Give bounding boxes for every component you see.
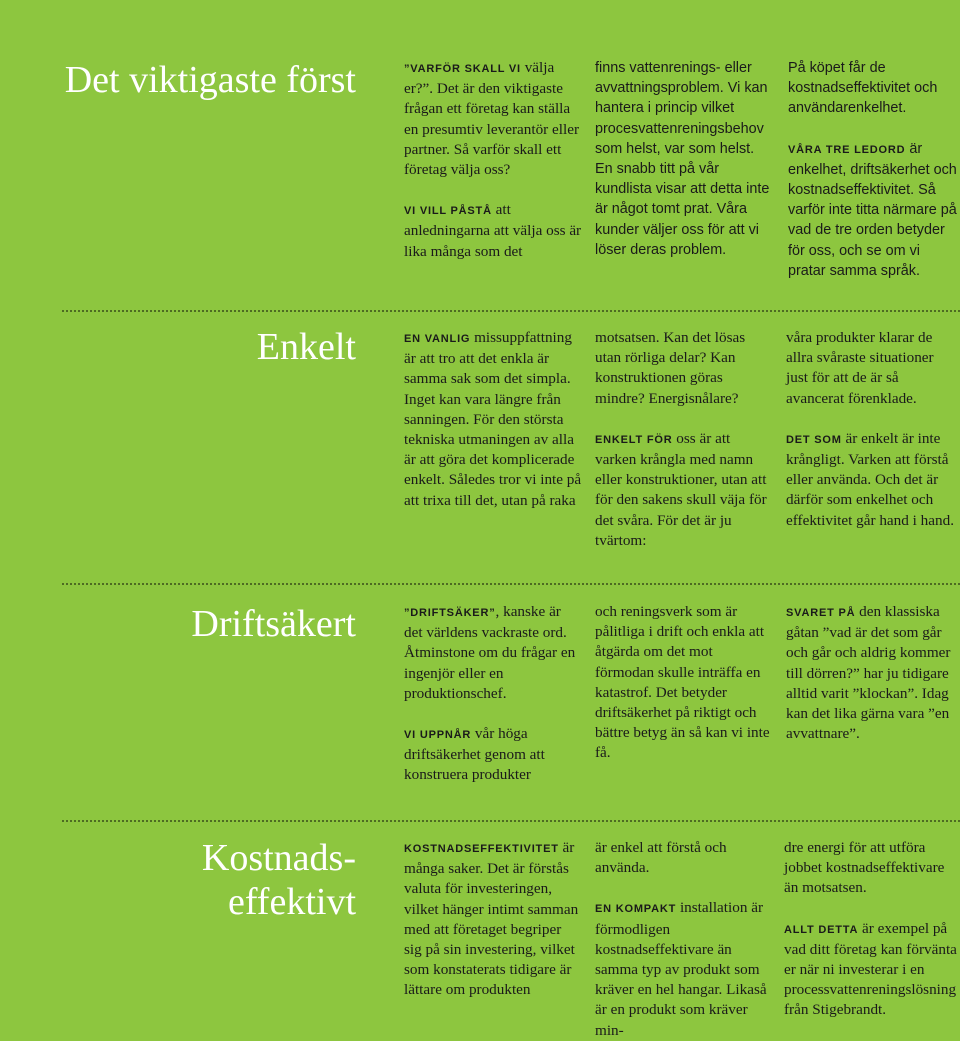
text-column-3 — [788, 58, 958, 281]
body-text: finns vattenrenings- eller avvattningsproblem. Vi kan hantera i princip vilket procesvattenreningsbehov som helst, var som helst. En snabb titt på vår kundlista visar att detta inte är något tomt prat. Våra kunder väljer oss för att vi löser deras problem. — [595, 60, 770, 258]
paragraph — [404, 328, 582, 511]
lead-in: VÅRA TRE LEDORD — [788, 143, 906, 156]
body-text: är enkelhet, driftsäkerhet och kostnadseffektivitet. Så varför inte titta närmare på vad de tre orden betyder för oss, och se om vi pratar samma språk. — [788, 140, 957, 279]
lead-in: EN KOMPAKT — [595, 903, 677, 916]
paragraph — [404, 602, 582, 704]
text-column-2 — [595, 58, 773, 260]
lead-in: ”VARFÖR SKALL VI — [404, 63, 521, 75]
lead-in: ENKELT FÖR — [595, 433, 673, 446]
text-column-3 — [784, 838, 958, 1021]
paragraph — [784, 838, 958, 899]
paragraph — [595, 838, 773, 878]
body-text: våra produkter klarar de allra svåraste situationer just för att de är så avancerat förenklade. — [786, 329, 934, 407]
body-text: att anledningarna att välja oss är lika många som det — [404, 201, 582, 260]
text-column-3 — [786, 328, 958, 531]
paragraph — [788, 139, 958, 281]
body-text: den klassiska gåtan ”vad är det som går och går och aldrig kommer till dörren?” har ju tidigare alltid varit ”klockan”. Idag kan det lika gärna vara ”en avvattnare”. — [786, 603, 951, 743]
heading-line: Kostnads- — [201, 837, 356, 879]
paragraph — [595, 58, 773, 260]
body-text: installation är förmodligen kostnadseffektivare än samma typ av produkt som kräver en hel hangar. Likaså är en produkt som kräver min- — [595, 899, 767, 1039]
section-heading: Driftsäkert — [191, 603, 356, 645]
body-text: är enkel att förstå och använda. — [595, 839, 727, 877]
text-column-1 — [404, 58, 582, 262]
lead-in: SVARET PÅ — [786, 607, 856, 619]
body-text: På köpet får de kostnadseffektivitet och användarenkelhet. — [788, 60, 938, 117]
paragraph — [595, 602, 773, 764]
section-heading: Det viktigaste först — [64, 59, 356, 101]
text-column-1 — [404, 602, 582, 786]
paragraph — [404, 200, 582, 262]
lead-in: KOSTNADSEFFEKTIVITET — [404, 843, 559, 855]
lead-in: ”DRIFTSÄKER” — [404, 607, 496, 619]
text-column-2 — [595, 602, 773, 764]
dotted-divider — [62, 310, 960, 312]
body-text: oss är att varken krångla med namn eller konstruktioner, utan att för den sakens skull väja för det svåra. För det är ju tvärtom: — [595, 429, 767, 549]
text-column-2 — [595, 328, 773, 551]
text-column-3 — [786, 602, 958, 744]
lead-in: DET SOM — [786, 433, 842, 446]
lead-in: ALLT DETTA — [784, 923, 859, 936]
paragraph — [404, 724, 582, 786]
paragraph — [404, 58, 582, 180]
paragraph — [786, 328, 958, 409]
body-text: dre energi för att utföra jobbet kostnadseffektivare än motsatsen. — [784, 839, 945, 897]
paragraph — [595, 898, 773, 1040]
paragraph — [404, 838, 582, 1001]
paragraph — [595, 429, 773, 551]
lead-in: VI UPPNÅR — [404, 729, 472, 742]
body-text: , kanske är det världens vackraste ord. Åtminstone om du frågar en ingenjör eller en produktionschef. — [404, 603, 576, 702]
lead-in: EN VANLIG — [404, 333, 471, 345]
dotted-divider — [62, 583, 960, 585]
body-text: missuppfattning är att tro att det enkla är samma sak som det simpla. Inget kan vara längre från sanningen. För den största tekniska utmaningen av alla är att göra det komplicerade enkelt. Således tror vi inte på att trixa till det, utan på raka — [404, 329, 582, 509]
section-det-viktigaste-forst — [0, 0, 960, 300]
section-heading — [202, 836, 356, 924]
paragraph — [786, 602, 958, 744]
body-text: motsatsen. Kan det lösas utan rörliga delar? Kan konstruktionen göras mindre? Energisnålare? — [595, 329, 746, 407]
body-text: är många saker. Det är förstås valuta för investeringen, vilket hänger intimt samman med att företaget begriper sig på sin investering, vilket som konstaterats tidigare är lättare om produkten — [404, 839, 579, 999]
body-text: välja er?”. Det är den viktigaste frågan ett företag kan ställa en presumtiv leverantör eller partner. Så varför skall ett företag välja oss? — [404, 59, 580, 179]
body-text: vår höga driftsäkerhet genom att konstruera produkter — [404, 725, 545, 784]
section-heading: Enkelt — [256, 326, 356, 368]
body-text: är exempel på vad ditt företag kan förvänta er när ni investerar i en processvattenreningslösning från Stigebrandt. — [784, 919, 957, 1019]
heading-line: effektivt — [227, 881, 356, 923]
text-column-1 — [404, 838, 582, 1001]
text-column-1 — [404, 328, 582, 511]
lead-in: VI VILL PÅSTÅ — [404, 205, 492, 218]
text-column-2 — [595, 838, 773, 1041]
paragraph — [786, 429, 958, 531]
body-text: och reningsverk som är pålitliga i drift och enkla att åtgärda om det mot förmodan skulle inträffa en katastrof. Det betyder driftsäkerhet på riktigt och bättre betyg än så kan vi inte få. — [595, 603, 770, 762]
dotted-divider — [62, 820, 960, 822]
body-text: är enkelt är inte krångligt. Varken att förstå eller använda. Och det är därför som enkelhet och effektivitet går hand i hand. — [786, 429, 954, 529]
paragraph — [788, 58, 958, 119]
paragraph — [595, 328, 773, 409]
paragraph — [784, 919, 958, 1021]
